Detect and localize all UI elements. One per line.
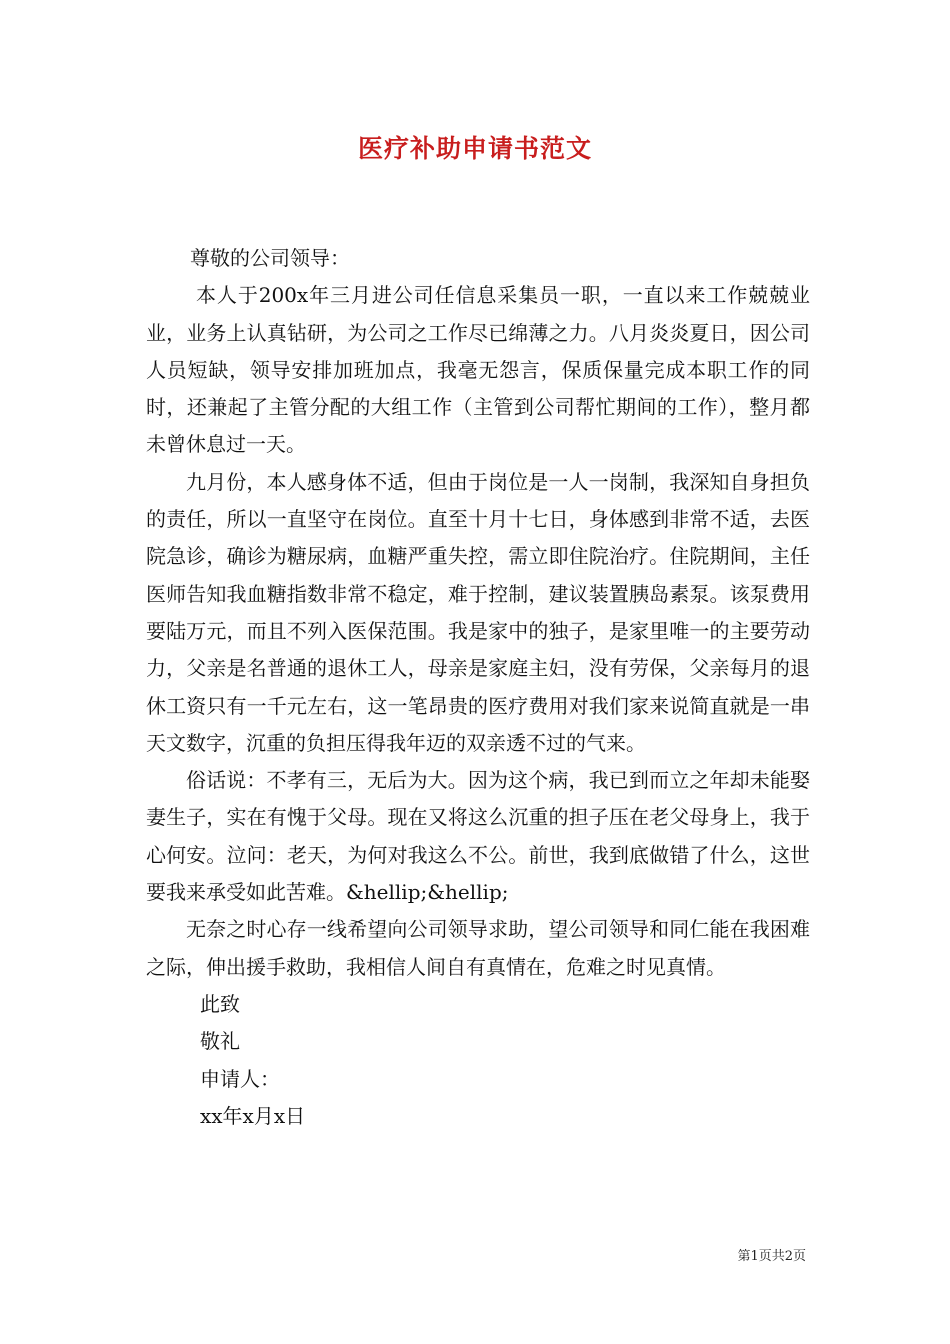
paragraph-4: 无奈之时心存一线希望向公司领导求助，望公司领导和同仁能在我困难之际，伸出援手救助，我相信人间自有真情在，危难之时见真情。 bbox=[146, 917, 810, 979]
greeting: 尊敬的公司领导： bbox=[190, 246, 350, 270]
date-line: xx年x月x日 bbox=[200, 1103, 306, 1128]
closing-line: 此致 bbox=[200, 991, 240, 1016]
document-title: 医疗补助申请书范文 bbox=[357, 134, 592, 163]
page-number: 第1页共2页 bbox=[737, 1249, 806, 1264]
paragraph-1: 本人于200x年三月进公司任信息采集员一职，一直以来工作兢兢业业，业务上认真钻研，为公司之工作尽已绵薄之力。八月炎炎夏日，因公司人员短缺，领导安排加班加点，我毫无怨言，保质保量完成本职工作的同时，还兼起了主管分配的大组工作（主管到公司帮忙期间的工作），整月都未曾休息过一天。 bbox=[146, 283, 810, 457]
paragraph-2: 九月份，本人感身体不适，但由于岗位是一人一岗制，我深知自身担负的责任，所以一直坚守在岗位。直至十月十七日，身体感到非常不适，去医院急诊，确诊为糖尿病，血糖严重失控，需立即住院治疗。住院期间，主任医师告知我血糖指数非常不稳定，难于控制，建议装置胰岛素泵。该泵费用要陆万元，而且不列入医保范围。我是家中的独子，是家里唯一的主要劳动力，父亲是名普通的退休工人，母亲是家庭主妇，没有劳保，父亲每月的退休工资只有一千元左右，这一笔昂贵的医疗费用对我们家来说简直就是一串天文数字，沉重的负担压得我年迈的双亲透不过的气来。 bbox=[146, 469, 810, 755]
paragraph-3: 俗话说：不孝有三，无后为大。因为这个病，我已到而立之年却未能娶妻生子，实在有愧于父母。现在又将这么沉重的担子压在老父母身上，我于心何安。泣问：老天，为何对我这么不公。前世，我到底做错了什么，这世要我来承受如此苦难。&hellip;&hellip; bbox=[146, 768, 810, 905]
applicant-line: 申请人： bbox=[200, 1066, 280, 1091]
salute-line: 敬礼 bbox=[200, 1029, 240, 1054]
document-body bbox=[146, 240, 810, 1135]
